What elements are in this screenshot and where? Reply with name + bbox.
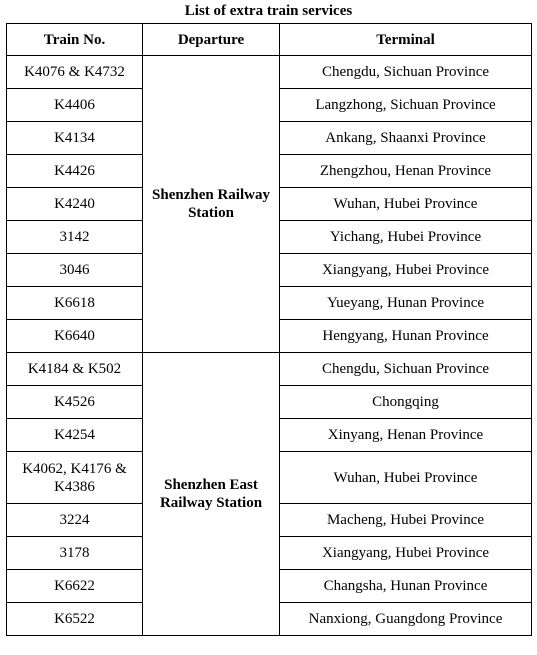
train-no-cell: K6618 <box>7 287 143 320</box>
header-departure: Departure <box>143 24 280 56</box>
terminal-cell: Xinyang, Henan Province <box>280 419 532 452</box>
train-no-cell: K4062, K4176 & K4386 <box>7 452 143 504</box>
train-no-cell: K4254 <box>7 419 143 452</box>
train-services-table <box>6 23 532 636</box>
terminal-cell: Changsha, Hunan Province <box>280 570 532 603</box>
terminal-cell: Nanxiong, Guangdong Province <box>280 603 532 636</box>
header-terminal: Terminal <box>280 24 532 56</box>
train-no-cell: K6622 <box>7 570 143 603</box>
departure-cell: Shenzhen East Railway Station <box>143 353 280 636</box>
train-no-cell: K4426 <box>7 155 143 188</box>
train-no-cell: 3178 <box>7 537 143 570</box>
terminal-cell: Wuhan, Hubei Province <box>280 188 532 221</box>
terminal-cell: Chengdu, Sichuan Province <box>280 56 532 89</box>
terminal-cell: Hengyang, Hunan Province <box>280 320 532 353</box>
train-no-cell: K4406 <box>7 89 143 122</box>
terminal-cell: Xiangyang, Hubei Province <box>280 254 532 287</box>
train-no-cell: K4240 <box>7 188 143 221</box>
train-no-cell: K4184 & K502 <box>7 353 143 386</box>
terminal-cell: Yichang, Hubei Province <box>280 221 532 254</box>
terminal-cell: Chongqing <box>280 386 532 419</box>
departure-cell: Shenzhen Railway Station <box>143 56 280 353</box>
header-train-no: Train No. <box>7 24 143 56</box>
terminal-cell: Langzhong, Sichuan Province <box>280 89 532 122</box>
terminal-cell: Macheng, Hubei Province <box>280 504 532 537</box>
table-row <box>7 56 532 89</box>
terminal-cell: Chengdu, Sichuan Province <box>280 353 532 386</box>
header-row <box>7 24 532 56</box>
table-title: List of extra train services <box>184 3 353 19</box>
terminal-cell: Wuhan, Hubei Province <box>280 452 532 504</box>
train-no-cell: 3046 <box>7 254 143 287</box>
train-no-cell: 3142 <box>7 221 143 254</box>
train-no-cell: K6640 <box>7 320 143 353</box>
train-no-cell: K4134 <box>7 122 143 155</box>
train-no-cell: K4526 <box>7 386 143 419</box>
terminal-cell: Zhengzhou, Henan Province <box>280 155 532 188</box>
train-no-cell: K4076 & K4732 <box>7 56 143 89</box>
train-no-cell: K6522 <box>7 603 143 636</box>
table-row <box>7 353 532 386</box>
train-no-cell: 3224 <box>7 504 143 537</box>
terminal-cell: Ankang, Shaanxi Province <box>280 122 532 155</box>
terminal-cell: Xiangyang, Hubei Province <box>280 537 532 570</box>
terminal-cell: Yueyang, Hunan Province <box>280 287 532 320</box>
